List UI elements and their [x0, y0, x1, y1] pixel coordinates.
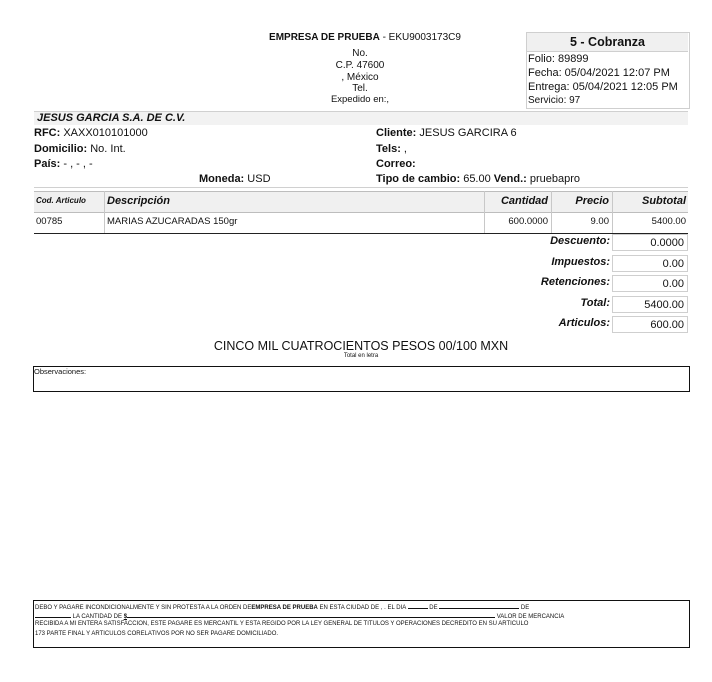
client-tipo-cambio-value: 65.00 — [460, 173, 491, 185]
client-correo — [376, 158, 416, 170]
client-tels-label: Tels: — [376, 143, 401, 155]
company-city-line: , México — [341, 72, 379, 83]
folio-entrega: Entrega: 05/04/2021 12:05 PM — [528, 81, 678, 93]
row-cod: 00785 — [36, 216, 63, 227]
client-moneda-label: Moneda: — [199, 173, 245, 185]
header-cod: Cod. Articulo — [36, 196, 86, 205]
blank-month — [439, 602, 519, 609]
client-domicilio-value: No. Int. — [87, 143, 126, 155]
company-cp-line: C.P. 47600 — [335, 60, 385, 71]
total-value: 5400.00 — [612, 296, 688, 313]
pagare-line-1-start: DEBO Y PAGARE INCONDICIONALMENTE Y SIN PROTESTA A LA ORDEN DE — [35, 605, 252, 611]
row-subtotal: 5400.00 — [651, 216, 686, 227]
retenciones-label: Retenciones: — [540, 276, 610, 288]
company-rfc: - EKU9003173C9 — [379, 32, 461, 43]
client-tels — [376, 143, 407, 155]
client-rfc — [34, 127, 148, 139]
col-divider — [551, 191, 552, 233]
client-moneda — [199, 173, 271, 185]
folio-servicio: Servicio: 97 — [528, 95, 581, 106]
col-divider — [104, 191, 105, 233]
client-domicilio-label: Domicilio: — [34, 143, 88, 155]
pagare-line-2-end: VALOR DE MERCANCIA — [496, 614, 565, 620]
pagare-line-2-start: LA CANTIDAD DE — [72, 614, 124, 620]
pagare-line-4: 173 PARTE FINAL Y ARTICULOS CORELATIVOS POR NO SER PAGARE DOMICILIADO. — [35, 631, 279, 637]
blank-day — [408, 602, 428, 609]
row-descripcion: MARIAS AZUCARADAS 150gr — [107, 216, 238, 227]
company-no-line: No. — [352, 48, 368, 59]
pagare-line-1-de: DE — [427, 605, 440, 611]
descuento-label: Descuento: — [550, 235, 610, 247]
pagare-line-1-end: DE — [519, 605, 530, 611]
company-name: EMPRESA DE PRUEBA — [269, 32, 380, 43]
client-pais-label: País: — [34, 158, 61, 170]
client-cliente-label: Cliente: — [376, 127, 417, 139]
folio-fecha: Fecha: 05/04/2021 12:07 PM — [528, 67, 670, 79]
col-divider — [612, 191, 613, 233]
blank-amount — [127, 611, 495, 618]
client-tipo-cambio — [376, 173, 580, 185]
company-header — [250, 32, 480, 43]
client-tipo-cambio-label: Tipo de cambio: — [376, 173, 461, 185]
row-precio: 9.00 — [590, 216, 609, 227]
company-expedido-line: Expedido en:, — [330, 94, 390, 105]
col-divider — [484, 191, 485, 233]
folio-number: Folio: 89899 — [528, 53, 589, 65]
client-domicilio — [34, 143, 126, 155]
impuestos-label: Impuestos: — [551, 256, 610, 268]
company-tel-line: Tel. — [352, 83, 368, 94]
header-cantidad: Cantidad — [500, 195, 548, 207]
row-cantidad: 600.0000 — [508, 216, 548, 227]
pagare-line-3: RECIBIDA A MI ENTERA SATISFACCION, ESTE PAGARE ES MERCANTIL Y ESTA REGIDO POR LA LEY GENERAL DE TITULOS Y OPERACIONES DECREDITO EN SU ARTICULO — [35, 621, 529, 627]
table-bottom-rule — [34, 233, 688, 234]
pagare-line-1-city: EN ESTA CIUDAD DE , . EL DIA — [317, 605, 408, 611]
client-vend-value: pruebapro — [526, 173, 581, 185]
client-correo-label: Correo: — [376, 158, 416, 170]
client-tels-value: , — [400, 143, 407, 155]
client-moneda-value: USD — [244, 173, 271, 185]
amount-caption: Total en letra — [343, 353, 379, 359]
articulos-label: Articulos: — [558, 317, 610, 329]
client-cliente-value: JESUS GARCIRA 6 — [416, 127, 517, 139]
blank-year — [35, 611, 71, 618]
pagare-amount: $ — [123, 614, 128, 620]
total-label: Total: — [580, 297, 610, 309]
descuento-value: 0.0000 — [612, 234, 688, 251]
header-precio: Precio — [575, 195, 609, 207]
amount-in-words: CINCO MIL CUATROCIENTOS PESOS 00/100 MXN — [213, 339, 509, 353]
pagare-company: EMPRESA DE PRUEBA — [251, 605, 318, 611]
impuestos-value: 0.00 — [612, 255, 688, 272]
client-cliente — [376, 127, 517, 139]
client-name: JESUS GARCIA S.A. DE C.V. — [37, 112, 186, 124]
client-pais-value: - , - , - — [60, 158, 93, 170]
observaciones-label: Observaciones: — [34, 367, 87, 376]
articulos-value: 600.00 — [612, 316, 688, 333]
retenciones-value: 0.00 — [612, 275, 688, 292]
client-vend-label: Vend.: — [493, 173, 527, 185]
client-pais — [34, 158, 93, 170]
header-descripcion: Descripción — [107, 195, 170, 207]
client-rfc-value: XAXX010101000 — [60, 127, 148, 139]
observaciones-box — [33, 366, 690, 392]
header-subtotal: Subtotal — [642, 195, 686, 207]
client-rfc-label: RFC: — [34, 127, 61, 139]
document-title: 5 - Cobranza — [527, 33, 688, 52]
